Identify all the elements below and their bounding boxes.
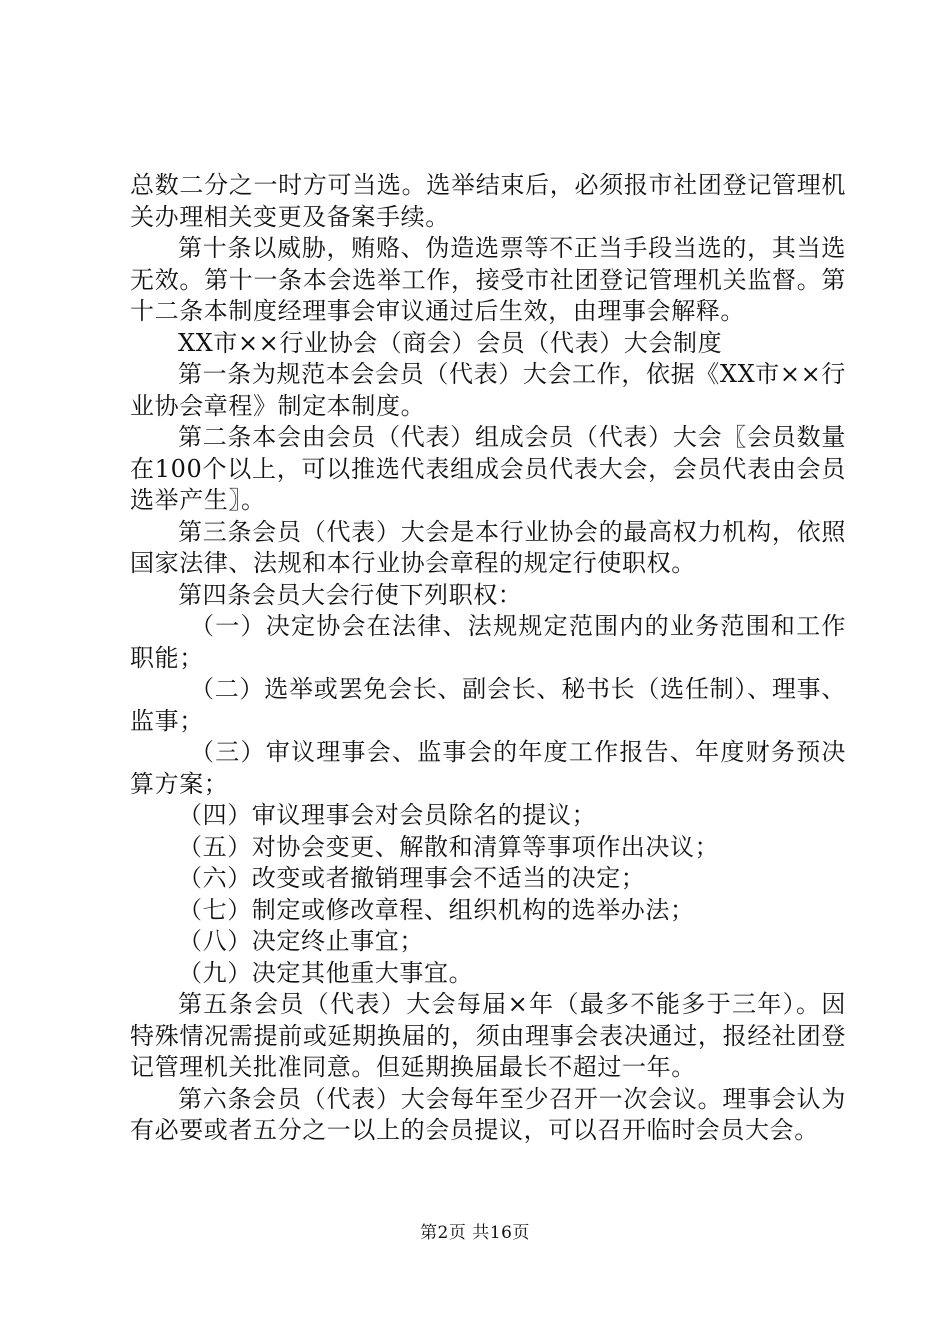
list-item-8: （八）决定终止事宜； — [178, 927, 424, 955]
list-item-3: （三）审议理事会、监事会的年度工作报告、年度财务预决算方案； — [130, 738, 846, 798]
list-item-4: （四）审议理事会对会员除名的提议； — [178, 801, 597, 829]
list-item-6: （六）改变或者撤销理事会不适当的决定； — [178, 864, 646, 892]
paragraph-article-6: 第六条会员（代表）大会每年至少召开一次会议。理事会认为有必要或者五分之一以上的会员提议，可以召开临时会员大会。 — [130, 1084, 846, 1144]
document-body — [130, 170, 846, 1147]
list-item-7: （七）制定或修改章程、组织机构的选举办法； — [178, 895, 695, 924]
paragraph-article-5: 第五条会员（代表）大会每届×年（最多不能多于三年）。因特殊情况需提前或延期换届的，须由理事会表决通过，报经社团登记管理机关批准同意。但延期换届最长不超过一年。 — [130, 990, 846, 1081]
paragraph-article-4: 第四条会员大会行使下列职权： — [178, 580, 523, 609]
paragraph-article-10-12: 第十条以威胁，贿赂、伪造选票等不正当手段当选的，其当选无效。第十一条本会选举工作，接受市社团登记管理机关监督。第十二条本制度经理事会审议通过后生效，由理事会解释。 — [130, 234, 846, 325]
paragraph-continuation: 总数二分之一时方可当选。选举结束后，必须报市社团登记管理机关办理相关变更及备案手续。 — [130, 171, 846, 231]
section-title: XX市××行业协会（商会）会员（代表）大会制度 — [178, 328, 723, 357]
list-item-5: （五）对协会变更、解散和清算等事项作出决议； — [178, 832, 720, 861]
list-item-9: （九）决定其他重大事宜。 — [178, 958, 474, 987]
paragraph-article-1: 第一条为规范本会会员（代表）大会工作，依据《XX市××行业协会章程》制定本制度。 — [130, 360, 846, 420]
list-item-2: （二）选举或罢免会长、副会长、秘书长（选任制）、理事、监事； — [130, 675, 846, 735]
page-number-footer: 第2页 共16页 — [420, 1223, 530, 1243]
paragraph-article-2: 第二条本会由会员（代表）组成会员（代表）大会〖会员数量在100个以上，可以推选代表组成会员代表大会，会员代表由会员选举产生〗。 — [130, 423, 846, 514]
list-item-1: （一）决定协会在法律、法规规定范围内的业务范围和工作职能； — [130, 612, 846, 672]
paragraph-article-3: 第三条会员（代表）大会是本行业协会的最高权力机构，依照国家法律、法规和本行业协会章程的规定行使职权。 — [130, 517, 846, 577]
